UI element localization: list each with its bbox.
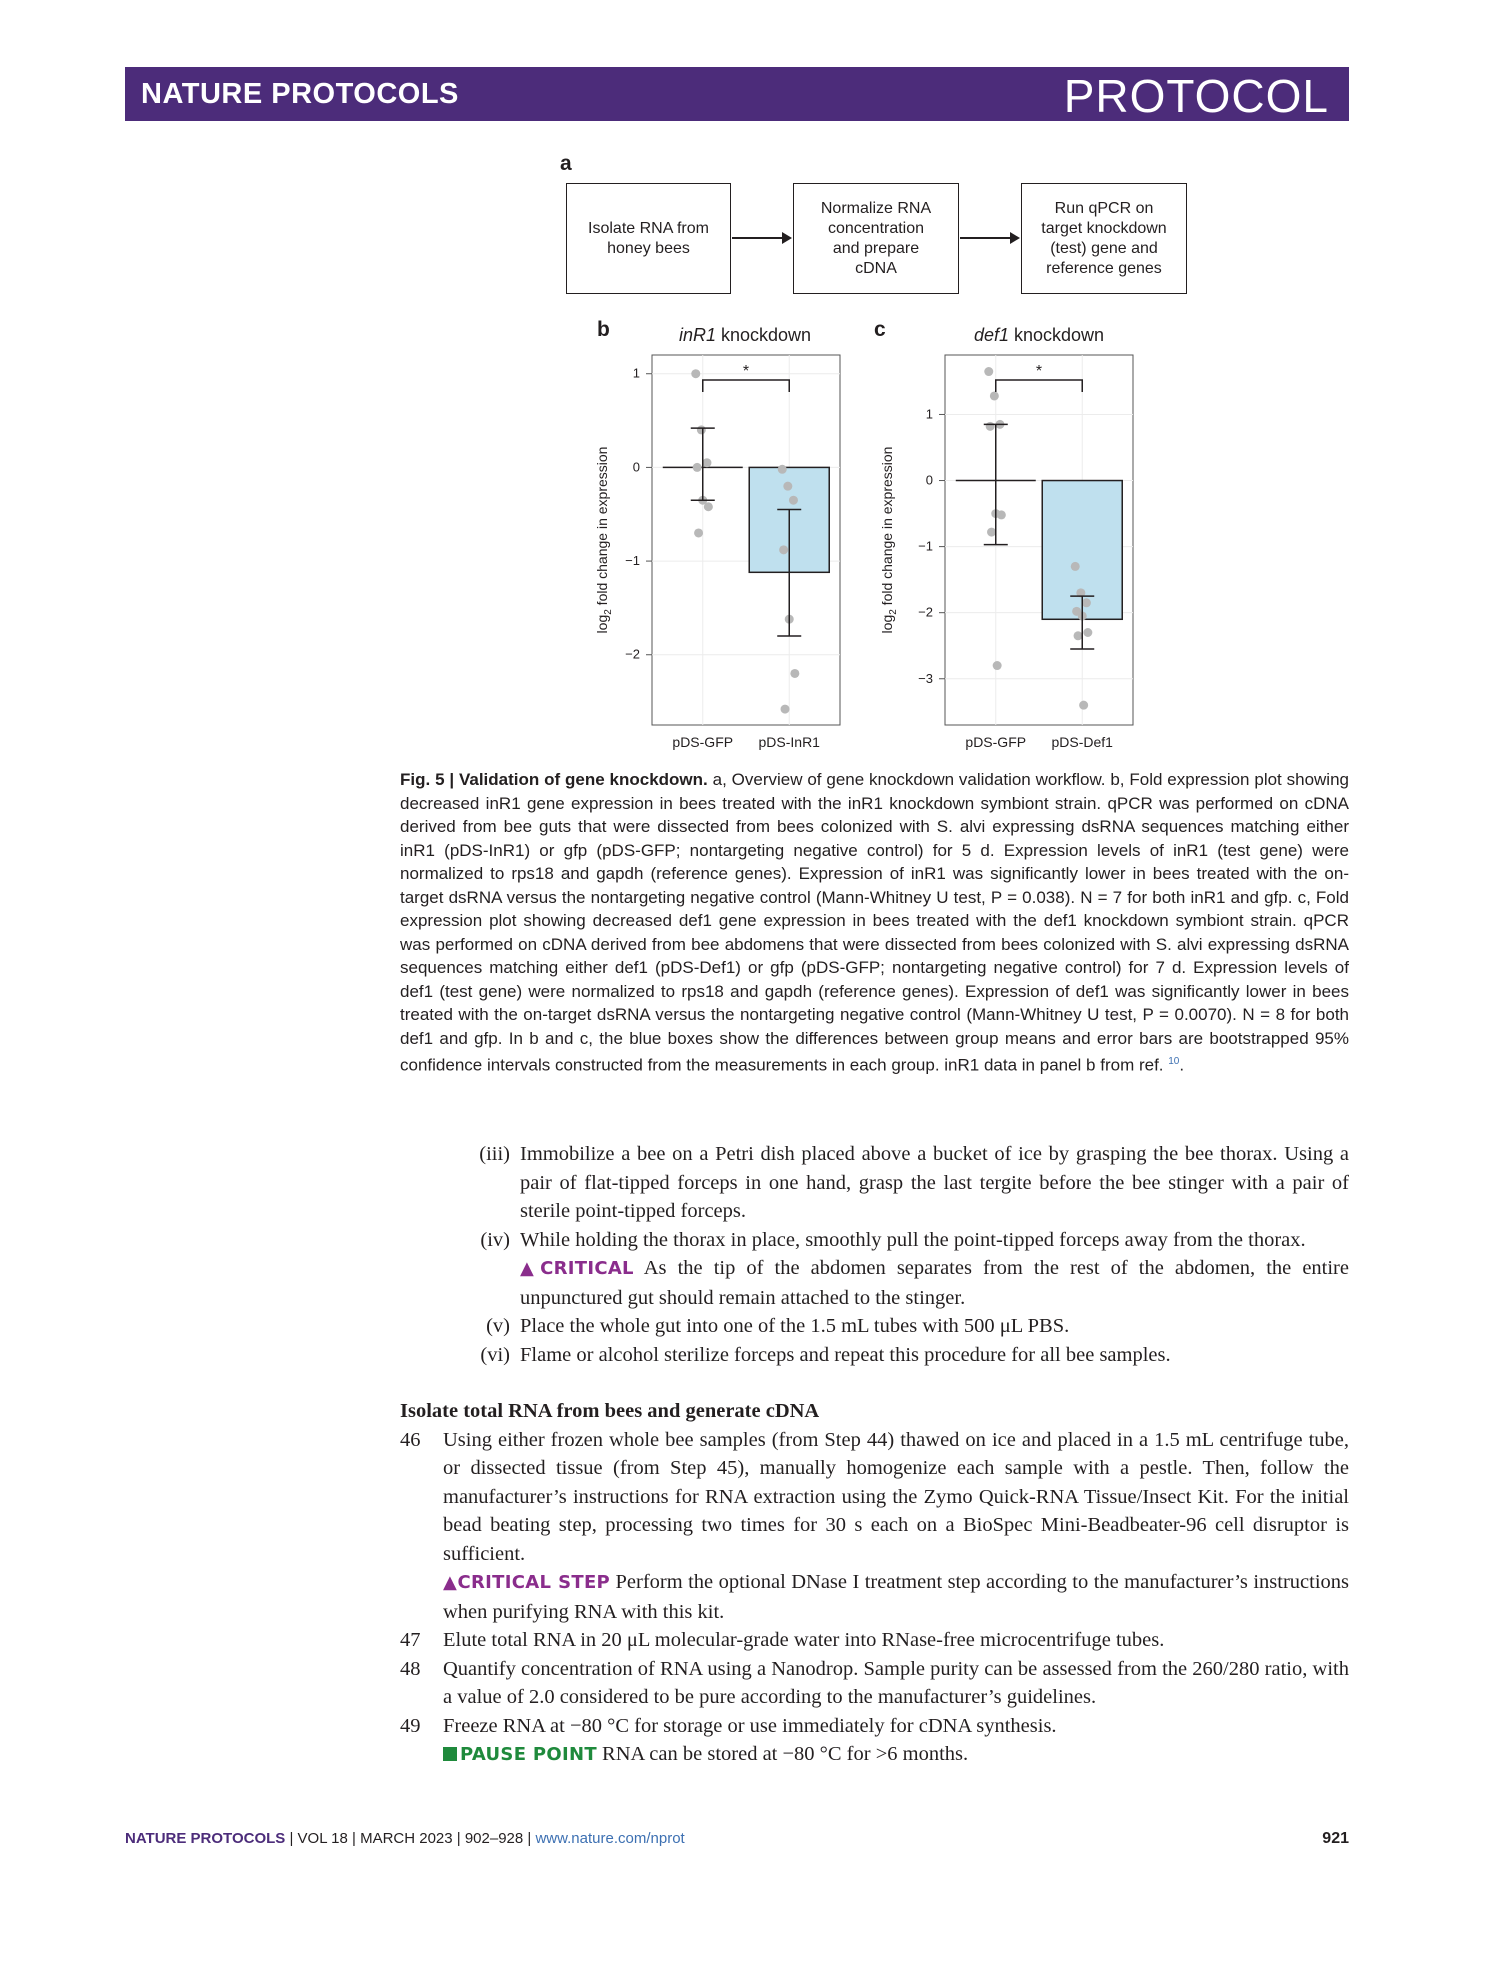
data-point	[691, 369, 700, 378]
step-text: Elute total RNA in 20 μL molecular-grade water into RNase-free microcentrifuge tubes.	[443, 1629, 1165, 1651]
y-axis-label-text: fold change in expression	[879, 446, 895, 610]
panel-b-letter: b	[597, 318, 610, 341]
substep-text: While holding the thorax in place, smoothly pull the point-tipped forceps away from the thorax.	[520, 1228, 1306, 1251]
pause-point-icon	[443, 1747, 457, 1761]
substep-label: (v)	[486, 1315, 510, 1337]
data-point	[779, 545, 788, 554]
y-tick-label: 0	[632, 459, 640, 475]
significance-marker: *	[1035, 363, 1043, 380]
y-tick-label: 0	[925, 472, 933, 488]
caption-text: a, Overview of gene knockdown validation workflow. b, Fold expression plot showing decreased inR1 gene expression in bees treated with the inR1 knockdown symbiont strain. qPCR was performed on cDNA derived from bee guts that were dissected from bees colonized with S. alvi expressing dsRNA sequences matching either inR1 (pDS-InR1) or gfp (pDS-GFP; nontargeting negative control) for 5 d. Expression levels of inR1 (test gene) were normalized to rps18 and gapdh (reference genes). Expression of inR1 was significantly lower in bees treated with the on-target dsRNA versus the nontargeting negative control (Mann-Whitney U test, P = 0.038). N = 7 for both inR1 and gfp. c, Fold expression plot showing decreased def1 gene expression in bees treated with the def1 knockdown symbiont strain. qPCR was performed on cDNA derived from bee abdomens that were dissected from bees colonized with S. alvi expressing dsRNA sequences matching either def1 (pDS-Def1) or gfp (pDS-GFP; nontargeting negative control) for 7 d. Expression levels of def1 (test gene) were normalized to rps18 and gapdh (reference genes). Expression of def1 was significantly lower in bees treated with the on-target dsRNA versus the nontargeting negative control (Mann-Whitney U test, P = 0.0070). N = 8 for both def1 and gfp. In b and c, the blue boxes show the differences between group means and error bars are bootstrapped 95% confidence intervals constructed from the measurements in each group. inR1 data in panel b from ref.	[400, 770, 1349, 1075]
step-48	[400, 1655, 1349, 1712]
y-axis-label-subscript: 2	[888, 609, 899, 615]
plot-b-title	[640, 325, 850, 346]
x-tick-label: pDS-GFP	[672, 734, 734, 750]
y-axis-label	[594, 447, 614, 634]
caption-lead: Fig. 5 | Validation of gene knockdown.	[400, 770, 708, 789]
article-type: PROTOCOL	[1063, 70, 1329, 122]
critical-label: ▲CRITICAL	[520, 1258, 634, 1279]
substep-iv	[470, 1226, 1349, 1313]
flow-step-2: Normalize RNA concentration and prepare cDNA	[793, 183, 959, 294]
plot-c-title-suffix: knockdown	[1008, 325, 1105, 345]
step-number: 49	[400, 1714, 421, 1737]
data-point	[697, 425, 706, 434]
step-text: Freeze RNA at −80 °C for storage or use immediately for cDNA synthesis.	[443, 1714, 1057, 1737]
data-point	[986, 422, 995, 431]
critical-text: As the tip of the abdomen separates from the rest of the abdomen, the entire unpunctured gut should remain attached to the stinger.	[520, 1257, 1349, 1309]
data-point	[1082, 598, 1091, 607]
data-point	[1083, 628, 1092, 637]
substep-iii	[470, 1140, 1349, 1226]
section-title: Isolate total RNA from bees and generate cDNA	[400, 1400, 820, 1422]
pause-point-text: RNA can be stored at −80 °C for >6 months.	[596, 1743, 969, 1765]
data-point	[704, 502, 713, 511]
data-point	[781, 705, 790, 714]
footer-journal: NATURE PROTOCOLS	[125, 1830, 286, 1847]
figure-caption	[400, 768, 1349, 1077]
rna-section	[400, 1397, 1349, 1770]
step-number: 48	[400, 1657, 421, 1680]
substep-text: Immobilize a bee on a Petri dish placed above a bucket of ice by grasping the bee thorax. Using a pair of flat-tipped forceps in one hand, grasp the last tergite before the bee stinger with a pair of sterile point-tipped forceps.	[520, 1143, 1349, 1222]
flow-step-1: Isolate RNA from honey bees	[566, 183, 731, 294]
substep-label: (vi)	[480, 1343, 510, 1366]
data-point	[990, 391, 999, 400]
flow-arrow-2	[960, 237, 1018, 239]
journal-header	[125, 67, 1349, 121]
data-point	[694, 528, 703, 537]
inR1-knockdown-plot	[590, 345, 855, 760]
data-point	[778, 465, 787, 474]
step-46	[400, 1426, 1349, 1627]
step-text: Quantify concentration of RNA using a Nanodrop. Sample purity can be assessed from the 260/280 ratio, with a value of 2.0 considered to be pure according to the manufacturer’s guidelines.	[443, 1657, 1349, 1708]
y-tick-label: −2	[918, 604, 933, 620]
y-axis-label-prefix: log	[879, 614, 895, 634]
plot-c-title	[934, 325, 1144, 346]
panel-c-letter: c	[874, 318, 886, 341]
y-axis-label-subscript: 2	[603, 609, 614, 615]
plot-c-gene: def1	[973, 325, 1009, 345]
flow-arrow-1	[732, 237, 790, 239]
data-point	[790, 669, 799, 678]
pause-point-label: PAUSE POINT	[460, 1744, 597, 1765]
substep-text: Flame or alcohol sterilize forceps and repeat this procedure for all bee samples.	[520, 1343, 1171, 1366]
step-number: 47	[400, 1629, 421, 1651]
data-point	[984, 367, 993, 376]
data-point	[993, 661, 1002, 670]
data-point	[1071, 562, 1080, 571]
substep-vi	[470, 1341, 1349, 1370]
data-point	[997, 510, 1006, 519]
y-tick-label: 1	[632, 365, 640, 381]
step-49	[400, 1712, 1349, 1770]
caption-end: .	[1179, 1055, 1185, 1075]
page-number: 921	[1322, 1830, 1349, 1847]
step-number: 46	[400, 1428, 421, 1451]
plot-b-title-suffix: knockdown	[715, 325, 812, 345]
y-tick-label: −2	[625, 646, 640, 662]
data-point	[987, 528, 996, 537]
data-point	[783, 482, 792, 491]
substep-label: (iv)	[480, 1228, 510, 1251]
y-tick-label: 1	[925, 406, 933, 422]
panel-a-letter: a	[560, 152, 572, 175]
plot-b-gene: inR1	[678, 325, 716, 345]
journal-name: NATURE PROTOCOLS	[141, 78, 459, 110]
caption-reference[interactable]: 10	[1168, 1056, 1180, 1067]
flow-step-3: Run qPCR on target knockdown (test) gene and reference genes	[1021, 183, 1187, 294]
substep-text: Place the whole gut into one of the 1.5 mL tubes with 500 μL PBS.	[520, 1315, 1070, 1337]
step-text: Using either frozen whole bee samples (from Step 44) thawed on ice and placed in a 1.5 mL centrifuge tube, or dissected tissue (from Step 45), manually homogenize each sample with a pestle. Then, follow the manufacturer’s instructions for RNA extraction using the Zymo Quick-RNA Tissue/Insect Kit. For the initial bead beating step, processing two times for 30 s each on a BioSpec Mini-Beadbeater-96 cell disruptor is sufficient.	[443, 1428, 1349, 1565]
y-tick-label: −1	[918, 538, 933, 554]
x-tick-label: pDS-Def1	[1051, 734, 1113, 750]
data-point	[693, 463, 702, 472]
significance-marker: *	[742, 363, 750, 380]
substep-label: (iii)	[479, 1143, 510, 1165]
x-tick-label: pDS-InR1	[758, 734, 820, 750]
data-point	[789, 496, 798, 505]
x-tick-label: pDS-GFP	[965, 734, 1027, 750]
y-tick-label: −1	[625, 553, 640, 569]
critical-step-label: ▲CRITICAL STEP	[443, 1572, 611, 1593]
substep-v	[470, 1312, 1349, 1341]
substep-list	[470, 1140, 1349, 1369]
footer-meta: | VOL 18 | MARCH 2023 | 902–928 |	[285, 1830, 536, 1847]
y-axis-label-prefix: log	[594, 614, 610, 634]
footer-link[interactable]: www.nature.com/nprot	[535, 1830, 685, 1847]
data-point	[1074, 631, 1083, 640]
data-point	[1079, 701, 1088, 710]
def1-knockdown-plot	[875, 345, 1145, 760]
data-point	[702, 458, 711, 467]
critical-step-text: Perform the optional DNase I treatment step according to the manufacturer’s instructions when purifying RNA with this kit.	[443, 1571, 1349, 1623]
y-tick-label: −3	[918, 670, 933, 686]
step-47	[400, 1626, 1349, 1655]
y-axis-label-text: fold change in expression	[594, 446, 610, 610]
page-footer	[125, 1830, 1349, 1847]
y-axis-label	[879, 447, 899, 634]
